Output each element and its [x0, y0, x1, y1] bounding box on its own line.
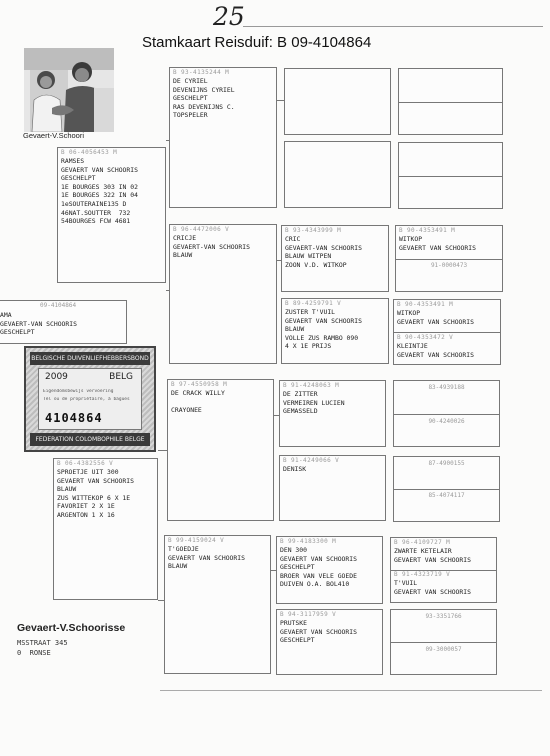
gen4-7-top-details: ZWARTE KETELAIR GEVAERT VAN SCHOORIS [394, 547, 471, 564]
stamp-year: 2009 [45, 372, 68, 382]
gen3-box-7 [276, 536, 383, 604]
gen4-3-top-header: B 90-4353491 M [399, 227, 456, 234]
gen4-7-bottom-details: T'VUIL GEVAERT VAN SCHOORIS [394, 579, 471, 596]
gen2-3-details: DE CRACK WILLY CRAYONEE [171, 389, 225, 415]
gen2-1-header: B 93-4135244 M [173, 69, 230, 76]
gen4-7-bottom-header: B 91-4323719 V [394, 571, 451, 578]
gen3-4-details: ZUSTER T'VUIL GEVAERT VAN SCHOORIS BLAUW VOLLE ZUS RAMBO 090 4 X 1E PRIJS [285, 308, 362, 351]
stamp-banner-top: BELGISCHE DUIVENLIEFHEBBERSBOND [30, 352, 150, 365]
subject-details: AMA GEVAERT-VAN SCHOORIS GESCHELPT [0, 311, 77, 337]
gen3-box-1 [284, 68, 391, 135]
gen4-6-top-header: 87-4900155 [428, 460, 465, 467]
stamp-fine-1: Eigendomsbewijs vervoering [43, 389, 114, 394]
stamp-inner [38, 368, 142, 430]
connector [277, 260, 281, 261]
gen3-box-2 [284, 141, 391, 208]
photo-image [24, 48, 114, 132]
gen3-4-header: B 89-4259791 V [285, 300, 342, 307]
connector [277, 100, 284, 101]
gen4-6-bottom-header: 85-4074117 [428, 492, 465, 499]
gen2-box-2 [169, 224, 277, 364]
gen4-3-bottom-header: 91-0000473 [430, 262, 468, 269]
bottom-rule [160, 690, 542, 691]
gen2-4-details: T'GOEDJE GEVAERT VAN SCHOORIS BLAUW [168, 545, 245, 571]
gen4-box-7 [390, 537, 497, 603]
gen3-7-details: DEN 300 GEVAERT VAN SCHOORIS GESCHELPT BROER VAN VELE GOEDE DUIVEN O.A. BOL410 [280, 546, 357, 589]
gen3-5-details: DE ZITTER VERMEIREN LUCIEN GEMASSELD [283, 390, 345, 416]
gen4-box-3 [395, 225, 503, 292]
sire-box [57, 147, 166, 283]
sire-header: B 06-4056453 M [61, 149, 118, 156]
owner-name: Gevaert-V.Schoorisse [17, 622, 126, 634]
sire-details: RAMSES GEVAERT VAN SCHOORIS GESCHELPT 1E BOURGES 303 IN 02 1E BOURGES 322 IN 04 1eSOUTERAINE135 D 46NAT.SOUTTER 732 54BOURGES FCW 4681 [61, 157, 138, 226]
dam-details: SPROETJE UIT 300 GEVAERT VAN SCHOORIS BLAUW ZUS WITTEKOP 6 X 1E FAVORIET 2 X 1E ARGENTON 1 X 16 [57, 468, 134, 519]
photo-caption: Gevaert-V.Schoori [23, 131, 85, 140]
gen3-box-6 [279, 455, 386, 521]
connector [158, 450, 167, 451]
gen4-box-5 [393, 380, 500, 447]
gen3-box-4 [281, 298, 389, 364]
connector [166, 140, 169, 141]
gen4-8-bottom-header: 09-3000057 [425, 646, 462, 653]
top-rule [243, 26, 543, 27]
gen3-3-details: CRIC GEVAERT-VAN SCHOORIS BLAUW WITPEN ZOON V.D. WITKOP [285, 235, 362, 269]
owners-photo [24, 48, 114, 132]
gen4-box-1 [398, 68, 503, 135]
connector [158, 600, 164, 601]
gen4-box-8 [390, 609, 497, 675]
dam-header: B 06-4382556 V [57, 460, 114, 467]
dam-box [53, 458, 158, 600]
gen4-4-top-header: B 90-4353491 M [397, 301, 454, 308]
stamp-banner-bottom: FEDERATION COLOMBOPHILE BELGE [30, 433, 150, 446]
gen3-5-header: B 91-4248063 M [283, 382, 340, 389]
gen2-2-header: B 96-4472006 V [173, 226, 230, 233]
owner-address: MSSTRAAT 345 0 RONSE [17, 639, 68, 657]
gen3-8-details: PRUTSKE GEVAERT VAN SCHOORIS GESCHELPT [280, 619, 357, 645]
gen4-box-6 [393, 456, 500, 522]
page-title: Stamkaart Reisduif: B 09-4104864 [142, 34, 372, 51]
connector [271, 570, 276, 571]
gen3-box-5 [279, 380, 386, 447]
gen4-8-top-header: 93-3351766 [425, 613, 462, 620]
gen2-2-details: CRICJE GEVAERT-VAN SCHOORIS BLAUW [173, 234, 250, 260]
gen3-3-header: B 93-4343999 M [285, 227, 342, 234]
gen4-4-bottom-details: KLEINTJE GEVAERT VAN SCHOORIS [397, 342, 474, 359]
federation-stamp [24, 346, 156, 452]
gen4-5-bottom-header: 90-4240026 [428, 418, 465, 425]
gen2-box-3 [167, 379, 274, 521]
stamp-fine-2: Tél ou de propriétaire, à bagues [43, 397, 130, 402]
stamp-country: BELG [109, 372, 133, 382]
gen3-6-details: DENISK [283, 465, 307, 473]
connector [274, 415, 279, 416]
gen3-box-8 [276, 609, 383, 675]
gen3-8-header: B 94-3117959 V [280, 611, 337, 618]
gen2-box-4 [164, 535, 271, 674]
gen4-7-top-header: B 96-4109727 M [394, 539, 451, 546]
gen4-box-2 [398, 142, 503, 209]
stamp-ring-number: 4104864 [45, 411, 103, 425]
gen4-3-top-details: WITKOP GEVAERT VAN SCHOORIS [399, 235, 476, 252]
gen4-5-top-header: 83-4939188 [428, 384, 465, 391]
gen2-1-details: DE CYRIEL DEVENIJNS CYRIEL GESCHELPT RAS DEVENIJNS C. TOPSPELER [173, 77, 235, 120]
gen2-3-header: B 97-4550958 M [171, 381, 228, 388]
gen3-7-header: B 99-4183300 M [280, 538, 337, 545]
gen2-box-1 [169, 67, 277, 208]
connector [166, 290, 169, 291]
gen3-6-header: B 91-4249066 V [283, 457, 340, 464]
subject-box [0, 300, 127, 344]
gen4-4-bottom-header: B 90-4353472 V [397, 334, 454, 341]
subject-header: 09-4104864 [40, 302, 77, 309]
gen4-4-top-details: WITKOP GEVAERT VAN SCHOORIS [397, 309, 474, 326]
handwritten-number: 25 [213, 2, 245, 31]
gen2-4-header: B 99-4159024 V [168, 537, 225, 544]
gen3-box-3 [281, 225, 389, 292]
gen4-box-4 [393, 299, 501, 365]
